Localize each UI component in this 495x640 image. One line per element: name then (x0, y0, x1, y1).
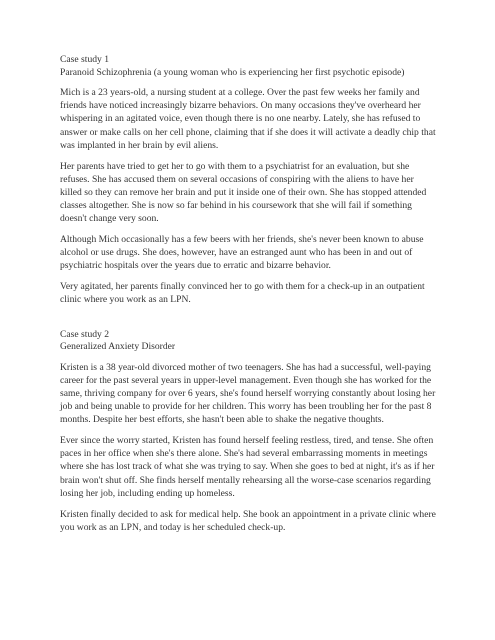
case-study-1 (60, 54, 438, 307)
case-study-2-paragraph: Ever since the worry started, Kristen has found herself feeling restless, tired, and tense. She often paces in her office when she's there alone. She's had several embarrassing moments in meetings where she has lost track of what she was trying to say. When she goes to bed at night, it's as if her brain won't shut off. She finds herself mentally rehearsing all the worse-case scenarios regarding losing her job, including ending up homeless. (60, 435, 435, 499)
case-study-1-paragraph: Her parents have tried to get her to go with them to a psychiatrist for an evaluation, but she refuses. She has accused them on several occasions of conspiring with the aliens to have her killed so they can remove her brain and put it inside one of their own. She has stopped attended classes altogether. She is now so far behind in his coursework that she will fail if something doesn't change very soon. (60, 160, 427, 225)
case-study-2 (60, 329, 438, 534)
case-study-1-heading: Case study 1 (60, 54, 110, 65)
case-study-1-subtitle: Paranoid Schizophrenia (a young woman who is experiencing her first psychotic episode) (60, 66, 405, 78)
case-study-2-paragraph: Kristen finally decided to ask for medical help. She book an appointment in a private clinic where you work as an LPN, and today is her scheduled check-up. (60, 508, 436, 533)
case-study-2-subtitle: Generalized Anxiety Disorder (60, 341, 176, 353)
case-study-1-paragraph: Very agitated, her parents finally convinced her to go with them for a check-up in an outpatient clinic where you work as an LPN. (60, 281, 425, 306)
case-study-1-paragraph: Although Mich occasionally has a few beers with her friends, she's never been known to abuse alcohol or use drugs. She does, however, have an estranged aunt who has been in and out of psychiatric hospitals over the years due to erratic and bizarre behavior. (60, 234, 424, 272)
case-study-2-paragraph: Kristen is a 38 year-old divorced mother of two teenagers. She has had a successful, well-paying career for the past several years in upper-level management. Even though she has worked for the same, thriving company for over 6 years, she's found herself worrying constantly about losing her job and being unable to provide for her children. This worry has been troubling her for the past 8 months. Despite her best efforts, she hasn't been able to shake the negative thoughts. (60, 361, 436, 426)
case-study-2-heading: Case study 2 (60, 328, 110, 340)
case-study-1-paragraph: Mich is a 23 years-old, a nursing student at a college. Over the past few weeks her family and friends have noticed increasingly bizarre behaviors. On many occasions they've overheard her whispering in an agitated voice, even though there is no one nearby. Lately, she has refused to answer or make calls on her cell phone, claiming that if she does it will activate a deadly chip that was implanted in her brain by evil aliens. (60, 87, 436, 151)
document-content (60, 54, 438, 541)
